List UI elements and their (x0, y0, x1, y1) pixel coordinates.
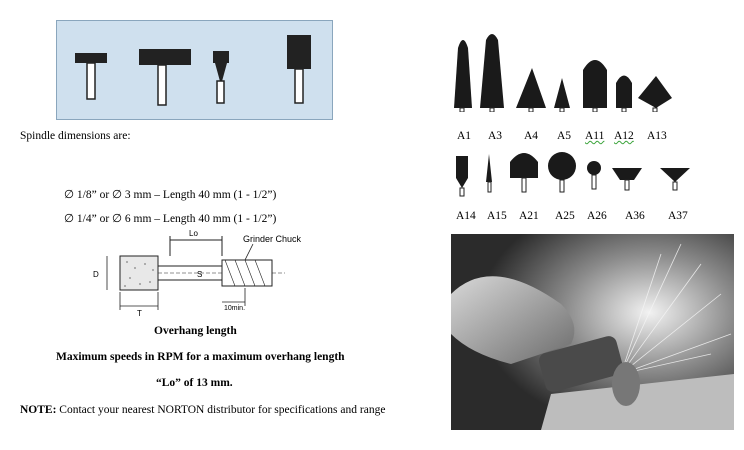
d-label: D (93, 270, 99, 279)
code-a1: A1 (457, 130, 472, 142)
min-label: 10min. (224, 305, 246, 312)
shape-a37 (660, 168, 690, 182)
code-a14: A14 (456, 210, 476, 222)
code-a36: A36 (625, 210, 645, 222)
wheel-types-row-1 (446, 28, 686, 112)
wheel-shape-pointed (213, 51, 229, 103)
code-a21: A21 (519, 210, 539, 222)
spec-line-2: ∅ 1/4” or ∅ 6 mm – Length 40 mm (1 - 1/2”) (64, 213, 277, 225)
code-a15: A15 (487, 210, 507, 222)
code-a3: A3 (488, 130, 503, 142)
note-text: Contact your nearest NORTON distributor for specifications and range (56, 404, 386, 416)
shape-a13 (638, 76, 672, 108)
code-a5: A5 (557, 130, 572, 142)
shape-a36 (612, 168, 642, 180)
shape-a15 (486, 154, 492, 182)
shape-a3 (480, 34, 504, 108)
code-a37: A37 (668, 210, 688, 222)
wheel-shape-t-small (75, 53, 107, 99)
grinding-photo-image (451, 234, 734, 430)
grinding-photo (451, 234, 734, 430)
shape-a25 (548, 152, 576, 180)
note-line (20, 404, 385, 416)
wheel-shape-t-wide (139, 49, 191, 105)
t-label: T (137, 309, 142, 318)
spec-line-1: ∅ 1/8” or ∅ 3 mm – Length 40 mm (1 - 1/2”) (64, 189, 277, 201)
wheel-shape-cylinder (287, 35, 311, 103)
code-a12: A12 (614, 130, 634, 142)
speed-line-2: “Lo” of 13 mm. (156, 377, 233, 389)
shape-a1 (454, 40, 472, 108)
shape-a21 (510, 153, 538, 178)
shape-a26 (587, 161, 601, 175)
code-a11: A11 (585, 130, 605, 142)
note-label: NOTE: (20, 404, 57, 416)
wheel-types-row-2 (446, 148, 696, 202)
code-a4: A4 (524, 130, 539, 142)
spindle-heading: Spindle dimensions are: (20, 130, 131, 142)
speed-line-1: Maximum speeds in RPM for a maximum overhang length (56, 351, 345, 363)
shape-a5 (554, 78, 570, 108)
shape-a11 (583, 60, 607, 108)
lo-label: Lo (189, 229, 198, 238)
code-a26: A26 (587, 210, 607, 222)
shape-a12 (616, 76, 632, 109)
code-a13: A13 (647, 130, 667, 142)
shape-a4 (516, 68, 546, 108)
shape-a14 (456, 156, 468, 188)
overhang-diagram (85, 226, 320, 318)
code-a25: A25 (555, 210, 575, 222)
overhang-title: Overhang length (154, 325, 237, 337)
chuck-label: Grinder Chuck (243, 234, 302, 244)
wheel-shapes-illustration (57, 21, 332, 119)
wheel-shapes-panel (56, 20, 333, 120)
s-label: S (197, 270, 203, 279)
